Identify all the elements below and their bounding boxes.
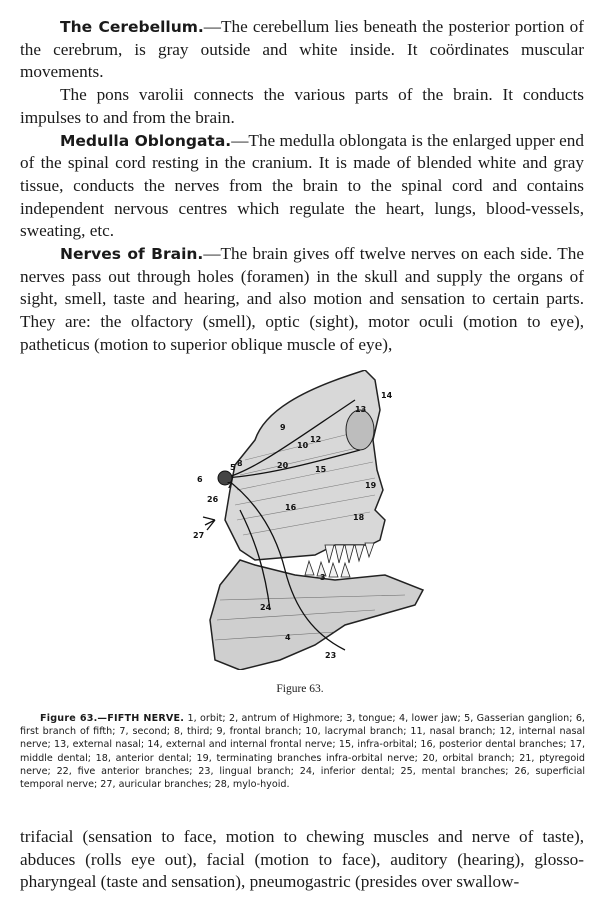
figure-number: 4 xyxy=(285,633,291,642)
figure-number: 7 xyxy=(227,481,233,490)
figure-fifth-nerve xyxy=(185,370,425,670)
text-medulla: —The medulla oblongata is the enlarged upper end of the spinal cord resting in the cranium. It is made of blended white and gray tissue, conducts the nerves from the brain to the spinal cord and contains independent nervous centres which regulate the heart, lungs, blood-vessels, sweating, etc. xyxy=(20,130,584,241)
figure-number: 15 xyxy=(315,465,327,474)
paragraph-nerves xyxy=(20,243,584,357)
text-cerebellum: —The cerebellum lies beneath the posterior portion of the cerebrum, is gray outside and white inside. It coördinates muscular movements. xyxy=(20,17,584,82)
figure-number: 14 xyxy=(381,391,393,400)
figure-number: 9 xyxy=(280,423,286,432)
orbit-shape xyxy=(346,410,374,450)
figure-caption xyxy=(20,712,585,791)
figure-number: 19 xyxy=(365,481,377,490)
paragraph-cerebellum xyxy=(20,16,584,84)
figure-number: 3 xyxy=(320,573,326,582)
figure-number: 10 xyxy=(297,441,309,450)
paragraph-medulla xyxy=(20,130,584,244)
skull-outline xyxy=(225,370,385,560)
figure-number: 13 xyxy=(355,405,367,414)
caption-head: Figure 63.—FIFTH NERVE. xyxy=(40,713,185,724)
body-text-top xyxy=(20,16,584,357)
lower-teeth xyxy=(305,561,350,577)
figure-number: 12 xyxy=(310,435,322,444)
figure-label: Figure 63. xyxy=(276,683,324,695)
figure-number: 26 xyxy=(207,495,219,504)
figure-number: 27 xyxy=(193,531,205,540)
figure-number: 6 xyxy=(197,475,203,484)
figure-number: 5 xyxy=(230,463,236,472)
figure-number: 20 xyxy=(277,461,289,470)
text-nerves: —The brain gives off twelve nerves on each side. The nerves pass out through holes (foramen) in the skull and supply the organs of sight, smell, taste and hearing, and also motion and sensation to certain parts. They are: the olfactory (smell), optic (sight), motor oculi (motion to eye), patheticus (motion to superior oblique muscle of eye), xyxy=(20,244,585,354)
figure-number: 18 xyxy=(353,513,365,522)
figure-number: 8 xyxy=(237,459,243,468)
heading-medulla: Medulla Oblongata. xyxy=(60,131,232,150)
upper-teeth xyxy=(325,543,374,563)
figure-number: 23 xyxy=(325,651,337,660)
paragraph-pons xyxy=(20,84,584,129)
paragraph-continuation xyxy=(20,826,584,894)
figure-number: 24 xyxy=(260,603,272,612)
text-pons: The pons varolii connects the various parts of the brain. It conducts impulses to and from the brain. xyxy=(20,85,584,127)
heading-cerebellum: The Cerebellum. xyxy=(60,18,204,36)
mandible-shape xyxy=(210,560,423,670)
text-continuation: trifacial (sensation to face, motion to chewing muscles and nerve of taste), abduces (rolls eye out), facial (motion to face), auditory (hearing), glosso-pharyngeal (taste and sensation), pneumogastric (presides over swallow- xyxy=(20,827,584,892)
caption-body: 1, orbit; 2, antrum of Highmore; 3, tongue; 4, lower jaw; 5, Gasserian ganglion; 6, first branch of fifth; 7, second; 8, third; 9, frontal branch; 10, lacrymal branch; 11, nasal branch; 12, internal nasal nerve; 13, external nasal; 14, external and internal frontal nerve; 15, infra-orbital; 16, posterior dental branches; 17, middle dental; 18, anterior dental; 19, terminating branches infra-orbital nerve; 20, orbital branch; 21, ptyregoid nerve; 22, five anterior branches; 23, lingual branch; 24, inferior dental; 25, mental branches; 26, superficial temporal nerve; 27, auricular branches; 28, mylo-hyoid. xyxy=(20,713,585,791)
skull-illustration xyxy=(185,370,425,670)
figure-number: 16 xyxy=(285,503,297,512)
body-text-bottom xyxy=(20,826,584,894)
heading-nerves: Nerves of Brain. xyxy=(60,245,204,264)
